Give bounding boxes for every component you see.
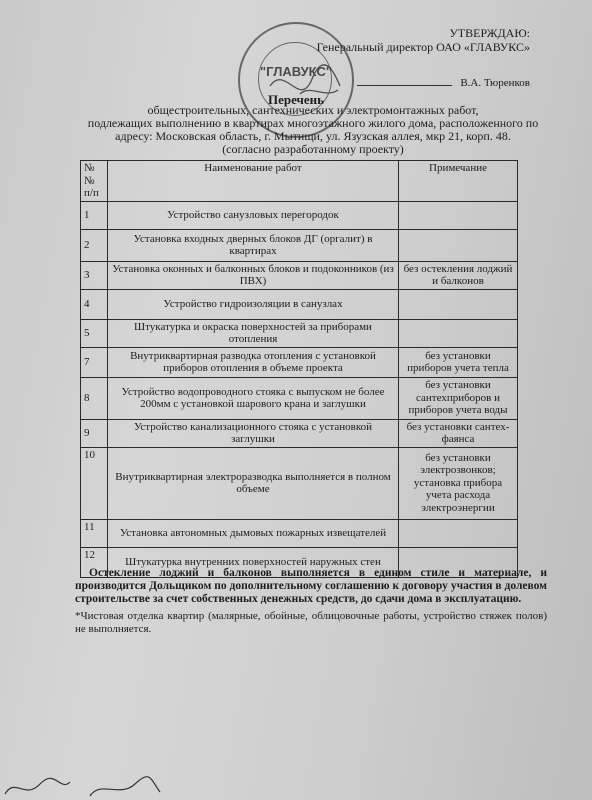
row-name: Установка автономных дымовых пожарных извещателей	[108, 519, 399, 547]
row-name: Устройство гидроизоляции в санузлах	[108, 289, 399, 319]
row-note	[399, 289, 518, 319]
document-title: Перечень	[267, 92, 325, 107]
table-row	[81, 319, 518, 347]
row-name: Устройство санузловых перегородок	[108, 201, 399, 229]
table-header-row	[81, 161, 518, 202]
works-table	[80, 160, 518, 578]
row-num: 12	[81, 547, 108, 577]
glazing-note: Остекление лоджий и балконов выполняется в едином стиле и материале, и производится Дольщиком по дополнительному соглашению к договору участия в долевом строительстве за счет собственных денежных средств, до сдачи дома в эксплуатацию.	[75, 567, 547, 605]
table-row	[81, 229, 518, 261]
header-name: Наименование работ	[108, 161, 399, 202]
row-note: без установки приборов учета тепла	[399, 347, 518, 377]
finishing-note: *Чистовая отделка квартир (малярные, обойные, облицовочные работы, устройство стяжек полов) не выполняется.	[75, 610, 547, 635]
stamp-name: "ГЛАВУКС"	[259, 64, 332, 79]
header-num: №№ п/п	[81, 161, 108, 202]
subtitle-line: (согласно разработанному проекту)	[222, 142, 404, 156]
bottom-signature-scribble	[0, 772, 220, 800]
approval-block	[317, 26, 530, 90]
row-num: 11	[81, 519, 108, 547]
row-num: 5	[81, 319, 108, 347]
row-name: Установка входных дверных блоков ДГ (оргалит) в квартирах	[108, 229, 399, 261]
signature-blank	[357, 85, 452, 86]
row-note	[399, 229, 518, 261]
table-row	[81, 447, 518, 519]
row-num: 9	[81, 419, 108, 447]
footnotes	[75, 567, 547, 636]
approval-heading: УТВЕРЖДАЮ:	[449, 26, 530, 40]
row-note	[399, 519, 518, 547]
table-row	[81, 201, 518, 229]
table-row	[81, 519, 518, 547]
row-note: без установки сантех-фаянса	[399, 419, 518, 447]
row-name: Установка оконных и балконных блоков и подоконников (из ПВХ)	[108, 261, 399, 289]
row-num: 2	[81, 229, 108, 261]
table-row	[81, 419, 518, 447]
row-note: без остекления лоджий и балконов	[399, 261, 518, 289]
row-note: без установки сантехприборов и приборов учета воды	[399, 377, 518, 419]
document-subtitle	[78, 104, 548, 156]
row-num: 10	[81, 447, 108, 519]
approval-signatory: В.А. Тюренков	[460, 77, 530, 89]
row-note: без установки электрозвонков; установка прибора учета расхода электроэнергии	[399, 447, 518, 519]
table-row	[81, 261, 518, 289]
row-note	[399, 319, 518, 347]
row-name: Внутриквартирная разводка отопления с установкой приборов отопления в объеме проекта	[108, 347, 399, 377]
row-num: 7	[81, 347, 108, 377]
row-num: 3	[81, 261, 108, 289]
row-num: 4	[81, 289, 108, 319]
row-name: Штукатурка и окраска поверхностей за приборами отопления	[108, 319, 399, 347]
approval-position: Генеральный директор ОАО «ГЛАВУКС»	[316, 40, 530, 54]
subtitle-line: общестроительных, сантехнических и электромонтажных работ,	[147, 103, 479, 117]
header-note: Примечание	[399, 161, 518, 202]
table-row	[81, 377, 518, 419]
subtitle-line: подлежащих выполнению в квартирах многоэтажного жилого дома, расположенного по	[87, 116, 539, 130]
table-row	[81, 289, 518, 319]
subtitle-line: адресу: Московская область, г. Мытищи, ул. Язузская аллея, мкр 21, корп. 48.	[115, 129, 511, 143]
row-num: 8	[81, 377, 108, 419]
row-name: Устройство канализационного стояка с установкой заглушки	[108, 419, 399, 447]
signature-line	[317, 76, 530, 90]
row-name: Штукатурка внутренних поверхностей наружных стен	[108, 547, 399, 577]
row-name: Устройство водопроводного стояка с выпуском не более 200мм с установкой шарового крана и заглушки	[108, 377, 399, 419]
table-row	[81, 347, 518, 377]
row-num: 1	[81, 201, 108, 229]
row-name: Внутриквартирная электроразводка выполняется в полном объеме	[108, 447, 399, 519]
row-note	[399, 201, 518, 229]
